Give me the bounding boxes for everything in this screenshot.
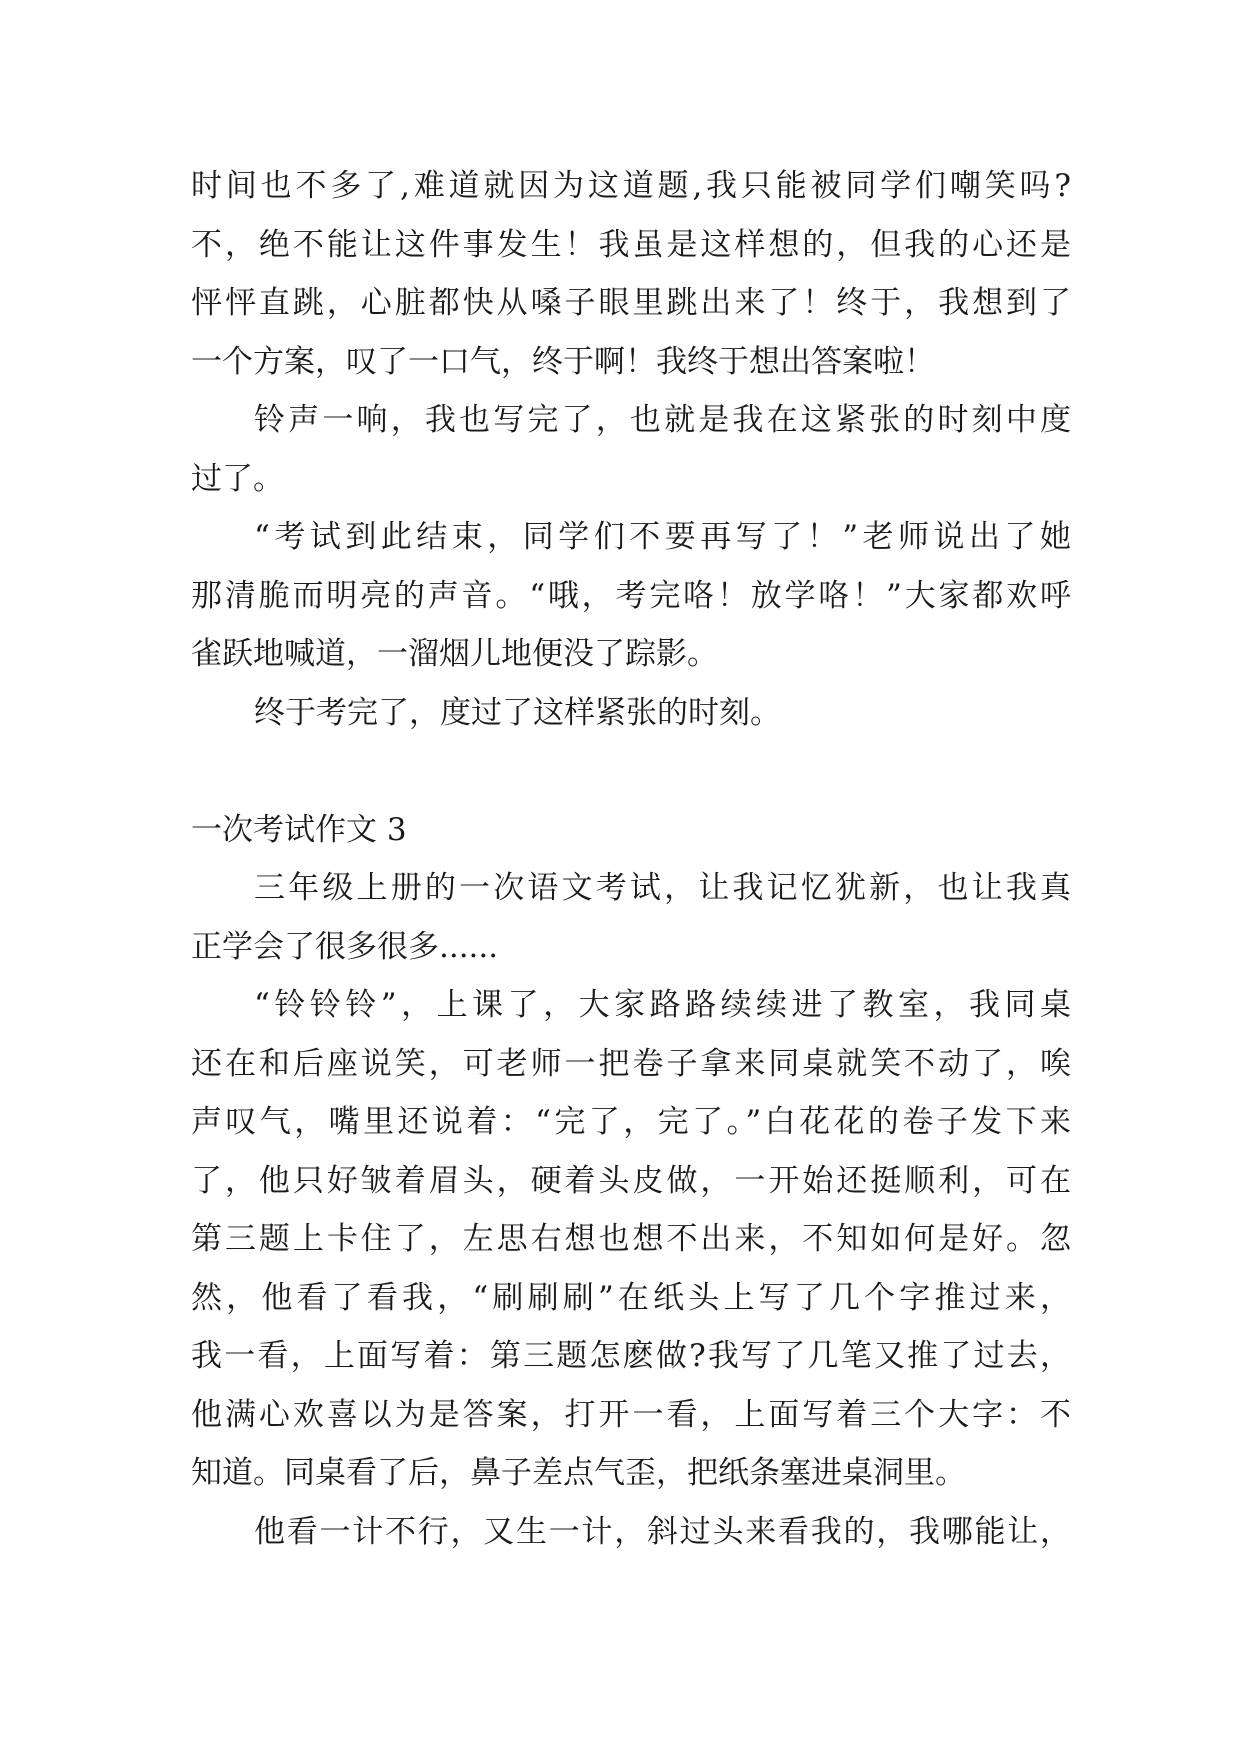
paragraph-line: 终于考完了，度过了这样紧张的时刻。 [254,695,781,731]
paragraph-line: 三年级上册的一次语文考试，让我记忆犹新，也让我真 [254,870,1071,906]
paragraph-line: 然，他看了看我，“刷刷刷”在纸头上写了几个字推过来， [191,1280,1071,1316]
paragraph-line: 雀跃地喊道，一溜烟儿地便没了踪影。 [191,636,718,672]
paragraph-line: 一个方案，叹了一口气，终于啊！我终于想出答案啦！ [191,344,935,380]
paragraph-line: 他看一计不行，又生一计，斜过头来看我的，我哪能让， [254,1514,1071,1550]
paragraph-line: “铃铃铃”，上课了，大家路路续续进了教室，我同桌 [254,987,1071,1023]
paragraph-line: 他满心欢喜以为是答案，打开一看，上面写着三个大字：不 [191,1397,1071,1433]
paragraph-line: 铃声一响，我也写完了，也就是我在这紧张的时刻中度 [254,402,1071,438]
essay-title: 一次考试作文 3 [191,812,407,848]
paragraph-line: 我一看，上面写着：第三题怎麽做?我写了几笔又推了过去， [191,1338,1071,1374]
paragraph-line: 那清脆而明亮的声音。“哦，考完咯！放学咯！”大家都欢呼 [191,578,1071,614]
paragraph-line: 声叹气，嘴里还说着：“完了，完了。”白花花的卷子发下来 [191,1104,1071,1140]
paragraph-line: 不，绝不能让这件事发生！我虽是这样想的，但我的心还是 [191,227,1071,263]
paragraph-line: 了，他只好皱着眉头，硬着头皮做，一开始还挺顺利，可在 [191,1163,1071,1199]
paragraph-line: 第三题上卡住了，左思右想也想不出来，不知如何是好。忽 [191,1221,1071,1257]
paragraph-line: 过了。 [191,461,284,497]
paragraph-line: “考试到此结束，同学们不要再写了！”老师说出了她 [254,519,1071,555]
paragraph-line: 怦怦直跳，心脏都快从嗓子眼里跳出来了！终于，我想到了 [191,285,1071,321]
paragraph-line: 还在和后座说笑，可老师一把卷子拿来同桌就笑不动了，唉 [191,1046,1071,1082]
paragraph-line: 正学会了很多很多...... [191,929,499,965]
paragraph-line: 知道。同桌看了后，鼻子差点气歪，把纸条塞进桌洞里。 [191,1455,966,1491]
paragraph-line: 时间也不多了,难道就因为这道题,我只能被同学们嘲笑吗? [191,168,1071,204]
